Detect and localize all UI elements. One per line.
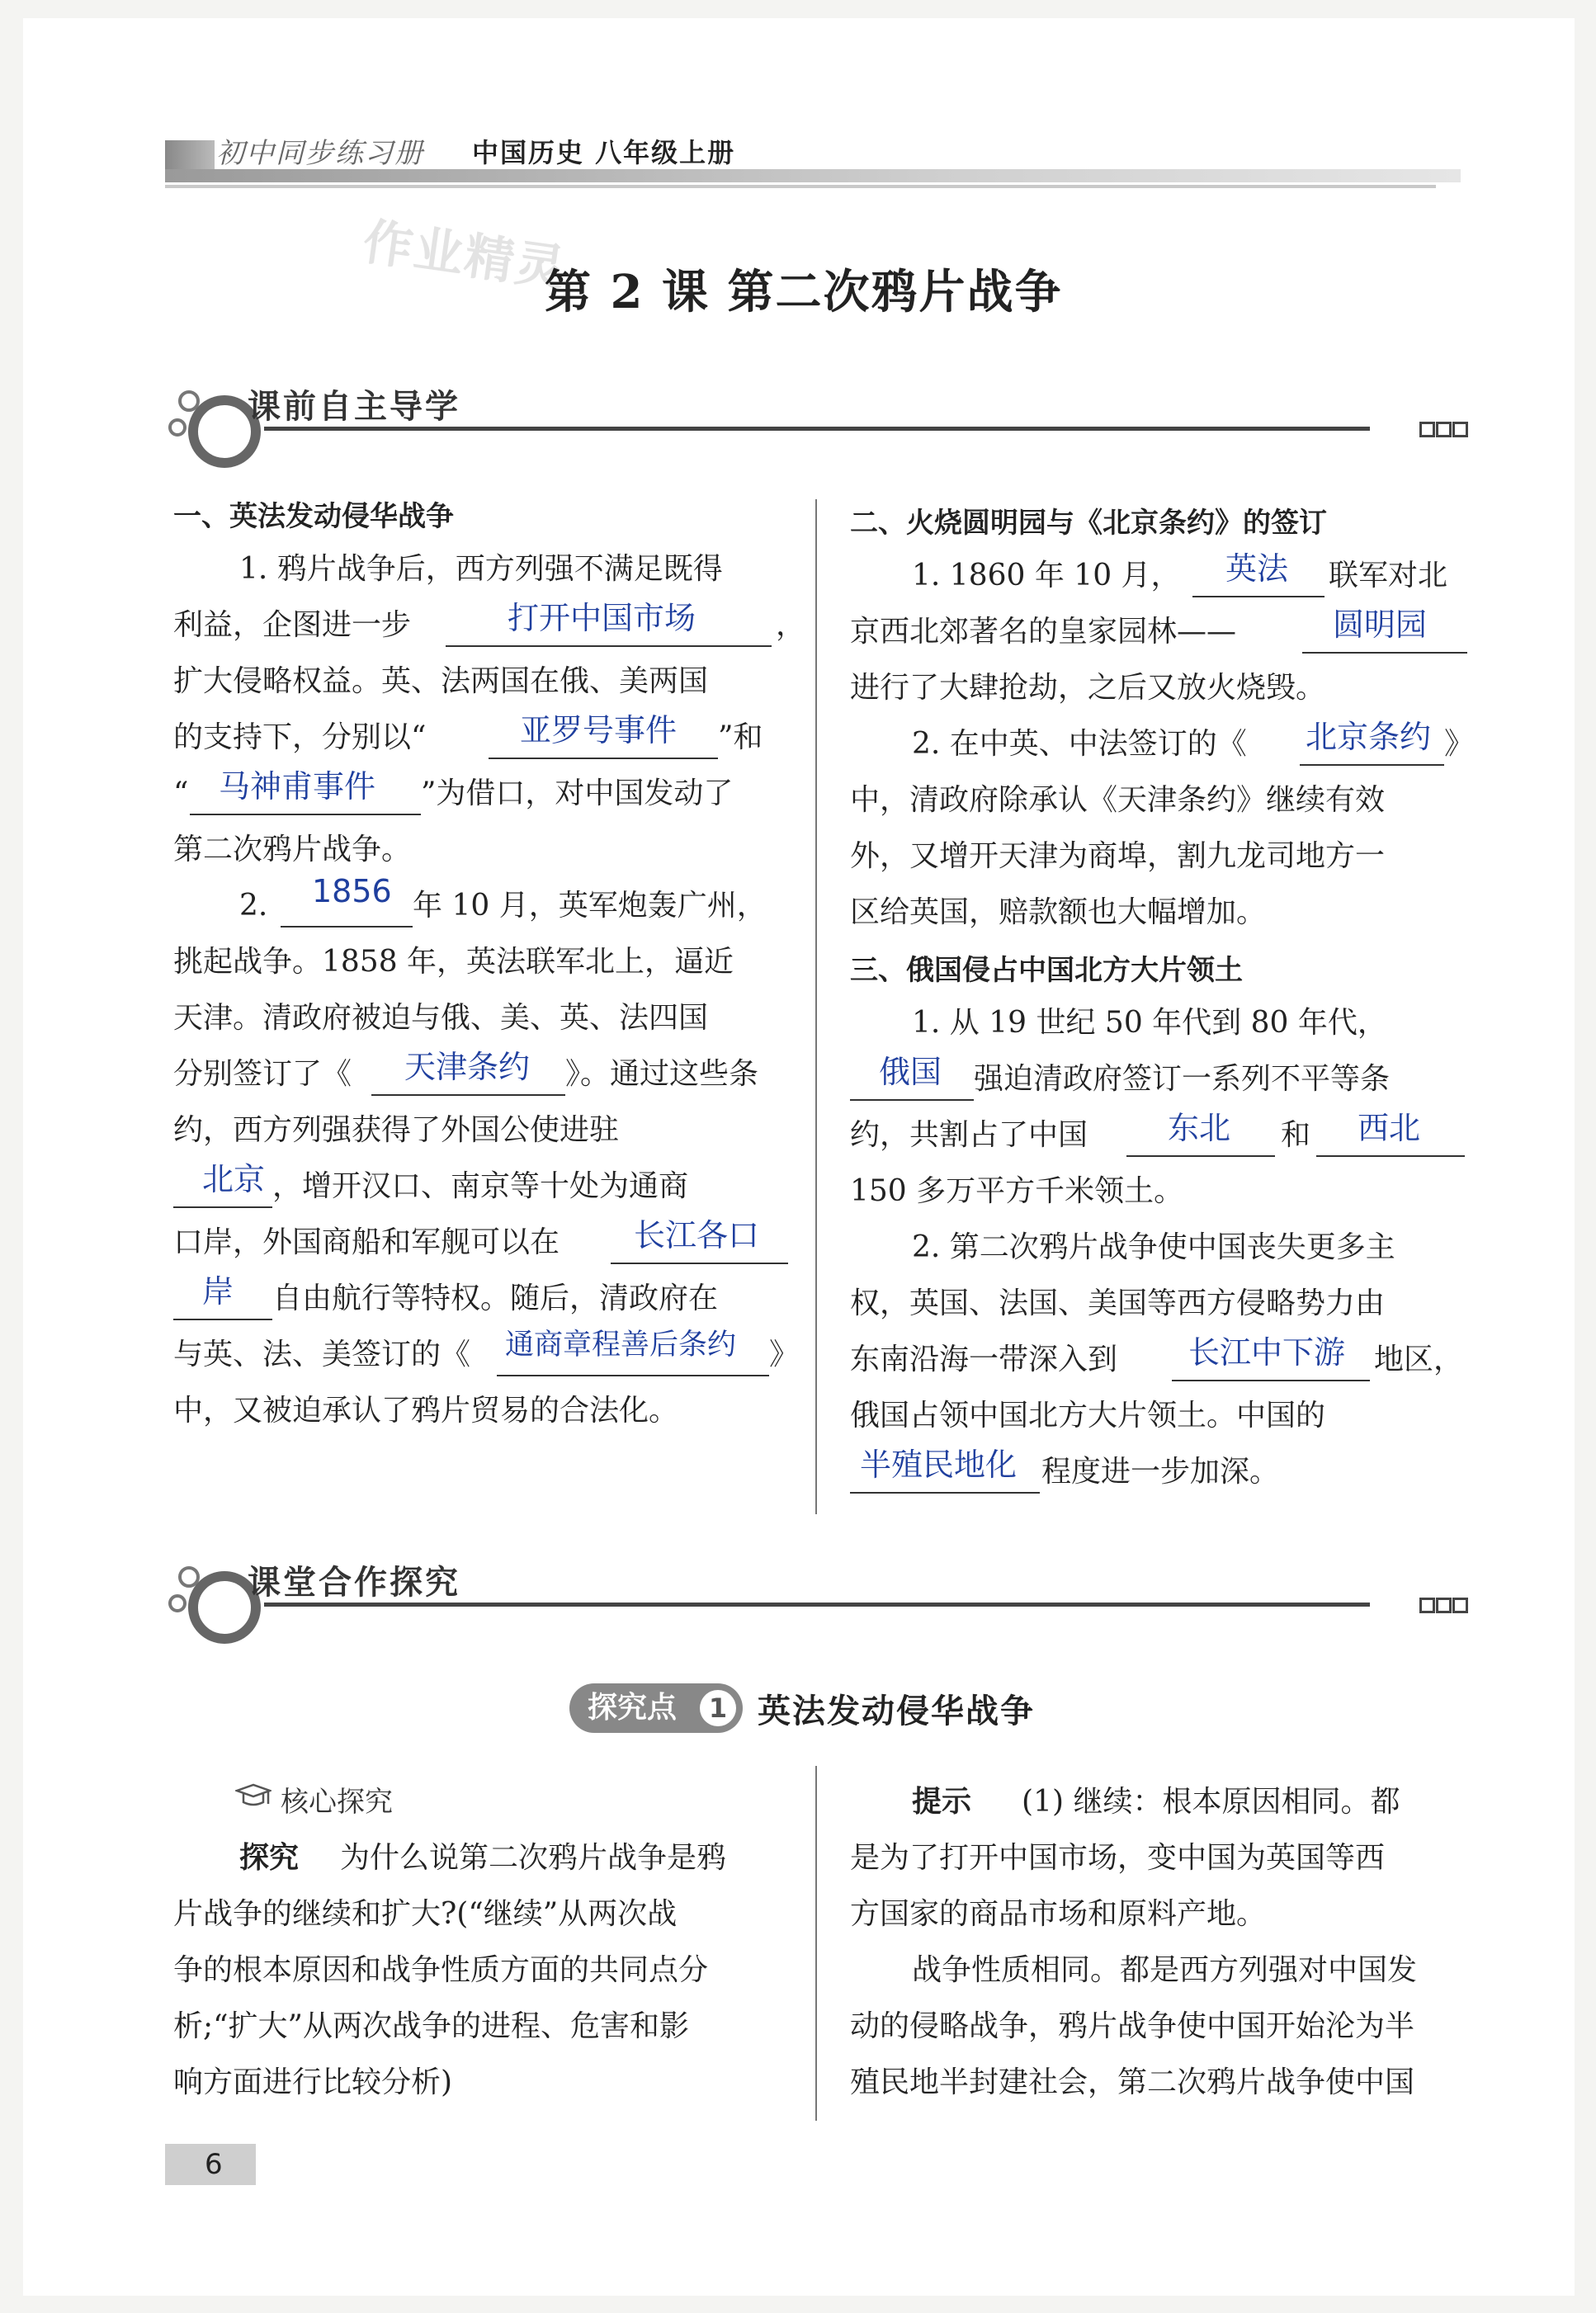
page-number: 6 [165,2144,256,2185]
text-line: 俄国占领中国北方大片领土。中国的 [850,1399,1326,1433]
answer-text: 天津条约 [404,1049,531,1085]
answer-blank [611,1263,788,1264]
answer-text: 西北 [1358,1110,1421,1146]
question-label: 探究 [239,1841,300,1875]
text-line: ， [776,608,806,642]
banner-rule [264,427,1370,431]
answer-text: 俄国 [879,1054,942,1090]
text-line: 利益，企图进一步 [173,608,412,642]
banner-rule [264,1603,1370,1607]
core-explore-label: 核心探究 [281,1786,393,1819]
square-icon [1419,422,1435,437]
text-line: 殖民地半封建社会，第二次鸦片战争使中国 [850,2065,1415,2099]
text-line: 权，英国、法国、美国等西方侵略势力由 [850,1286,1386,1320]
section-title: 课前自主导学 [248,388,460,426]
answer-blank [1302,652,1467,654]
text-line: 150 多万平方千米领土。 [850,1174,1184,1208]
text-line: 析;“扩大”从两次战争的进程、危害和影 [173,2009,689,2043]
answer-blank [1172,1380,1370,1381]
hat-icon [235,1782,272,1812]
answer-text: 半殖民地化 [860,1447,1018,1483]
answer-text: 打开中国市场 [508,600,696,636]
hint-label: 提示 [912,1785,972,1819]
text-line: (1) 继续：根本原因相同。都 [1022,1785,1400,1819]
text-line: 自由航行等特权。随后，清政府在 [272,1282,719,1315]
text-line: 扩大侵略权益。英、法两国在俄、美两国 [173,664,709,698]
column-divider [815,499,817,1514]
text-line: 响方面进行比较分析) [173,2065,453,2099]
square-icon [1419,1598,1435,1613]
text-line: 挑起战争。1858 年，英法联军北上，逼近 [173,945,734,979]
answer-text: 北京 [202,1161,266,1197]
answer-text: 1856 [312,873,392,909]
explore-point-label: 探究点 [588,1691,678,1725]
watermark: 作业精灵 [359,213,570,299]
heading-1: 一、英法发动侵华战争 [173,500,454,533]
square-icon [1452,422,1468,437]
text-line: ”为借口，对中国发动了 [421,777,734,810]
answer-text: 圆明园 [1333,607,1428,643]
answer-blank [489,758,718,759]
text-line: 争的根本原因和战争性质方面的共同点分 [173,1953,709,1987]
answer-blank [1192,596,1324,597]
explore-point-tag [569,1683,743,1733]
decor-circle-icon [168,1594,187,1612]
text-line: 》。通过这些条 [565,1057,759,1091]
text-line: 天津。清政府被迫与俄、美、英、法四国 [173,1001,709,1035]
header-bar-thin [165,185,1436,188]
text-line: 口岸，外国商船和军舰可以在 [173,1225,560,1259]
header-decor [165,140,215,170]
text-line: 1. 1860 年 10 月， [912,559,1181,592]
text-line: 约，西方列强获得了外国公使进驻 [173,1113,620,1147]
answer-blank [190,814,421,815]
text-line: 2. 在中英、中法签订的《 [912,727,1247,761]
text-line: 第二次鸦片战争。 [173,833,412,866]
text-line: 动的侵略战争，鸦片战争使中国开始沦为半 [850,2009,1415,2043]
text-line: 为什么说第二次鸦片战争是鸦 [340,1841,727,1875]
section-title: 课堂合作探究 [248,1564,460,1602]
lesson-title: 第 2 课 第二次鸦片战争 [545,265,1063,319]
text-line: 分别签订了《 [173,1057,352,1091]
answer-text: 长江各口 [634,1217,760,1253]
text-line: 中，清政府除承认《天津条约》继续有效 [850,783,1386,817]
answer-text: 长江中下游 [1188,1334,1346,1371]
text-line: 》 [1444,727,1475,761]
answer-text: 东北 [1168,1110,1231,1146]
answer-blank [1316,1155,1465,1157]
text-line: 东南沿海一带深入到 [850,1343,1118,1376]
text-line: 1. 鸦片战争后，西方列强不满足既得 [239,552,723,586]
answer-blank [281,926,413,928]
text-line: 约，共割占了中国 [850,1118,1088,1152]
square-icon [1436,1598,1452,1613]
text-line: 地区， [1374,1343,1464,1376]
section-banner-classroom [173,1551,1461,1659]
answer-blank [497,1375,769,1376]
text-line: 年 10 月，英军炮轰广州， [413,889,767,923]
answer-text: 北京条约 [1306,719,1432,755]
heading-3: 三、俄国侵占中国北方大片领土 [850,954,1243,987]
text-line: ，增开汉口、南京等十处为通商 [272,1169,689,1203]
answer-blank [850,1099,974,1101]
text-line: 外，又增开天津为商埠，割九龙司地方一 [850,839,1386,873]
answer-blank [173,1319,272,1320]
text-line: 是为了打开中国市场，变中国为英国等西 [850,1841,1386,1875]
text-line: 》 [769,1338,800,1371]
heading-2: 二、火烧圆明园与《北京条约》的签订 [850,507,1327,540]
text-line: 进行了大肆抢劫，之后又放火烧毁。 [850,671,1326,705]
text-line: 强迫清政府签订一系列不平等条 [974,1062,1391,1096]
answer-text: 马神甫事件 [219,768,376,805]
answer-blank [1126,1155,1275,1157]
book-title: 中国历史 八年级上册 [472,137,736,168]
decor-circle-icon [168,418,187,437]
header-bar [165,169,1461,182]
series-title: 初中同步练习册 [216,137,424,170]
text-line: 程度进一步加深。 [1041,1455,1280,1489]
text-line: 与英、法、美签订的《 [173,1338,471,1371]
text-line: 的支持下，分别以“ [173,720,427,754]
answer-blank [173,1206,272,1208]
answer-text: 通商章程善后条约 [505,1329,737,1362]
square-icon [1436,422,1452,437]
text-line: 2. [239,889,268,923]
text-line: 和 [1281,1118,1311,1152]
text-line: 区给英国，赔款额也大幅增加。 [850,895,1267,929]
text-line: 2. 第二次鸦片战争使中国丧失更多主 [912,1230,1395,1264]
answer-text: 英法 [1225,550,1289,587]
text-line: 中，又被迫承认了鸦片贸易的合法化。 [173,1394,679,1428]
text-line: “ [173,777,189,810]
answer-blank [850,1492,1040,1494]
text-line: ”和 [718,720,763,754]
text-line: 方国家的商品市场和原料产地。 [850,1897,1267,1931]
answer-text: 亚罗号事件 [520,712,678,748]
text-line: 战争性质相同。都是西方列强对中国发 [912,1953,1418,1987]
answer-blank [371,1094,565,1096]
section-banner-preview [173,375,1461,483]
text-line: 联军对北 [1329,559,1448,592]
answer-text: 岸 [202,1273,234,1310]
explore-title: 英法发动侵华战争 [758,1692,1035,1730]
answer-blank [1300,764,1444,766]
text-line: 京西北郊著名的皇家园林—— [850,615,1237,649]
answer-blank [446,645,772,647]
text-line: 片战争的继续和扩大?(“继续”从两次战 [173,1897,678,1931]
column-divider [815,1766,817,2121]
square-icon [1452,1598,1468,1613]
text-line: 1. 从 19 世纪 50 年代到 80 年代， [912,1006,1387,1040]
explore-point-number: 1 [700,1690,736,1726]
